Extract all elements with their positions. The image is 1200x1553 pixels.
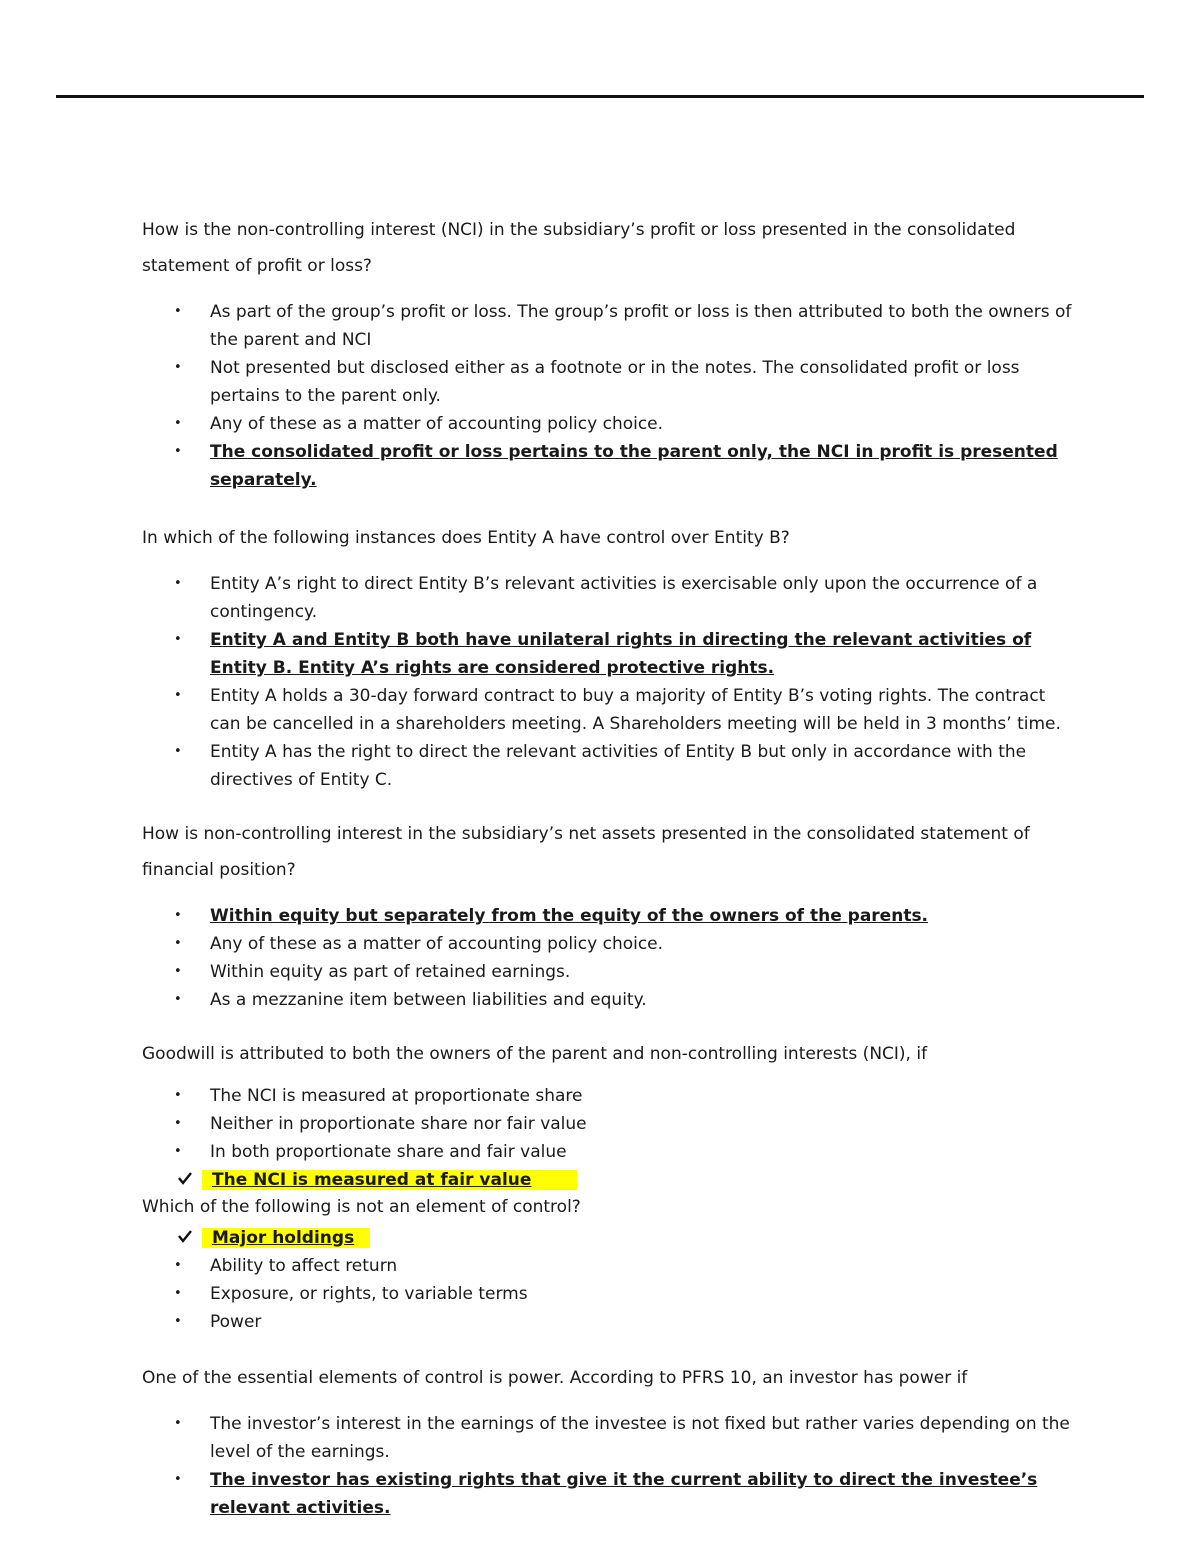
bullet-icon: • bbox=[174, 964, 182, 979]
option-list bbox=[142, 1410, 1072, 1522]
option-item bbox=[142, 738, 1072, 794]
option-text: Within equity as part of retained earnings. bbox=[210, 962, 571, 982]
option-item bbox=[142, 410, 1072, 438]
option-item bbox=[142, 930, 1072, 958]
option-item bbox=[142, 1138, 1072, 1166]
option-item-answer bbox=[142, 1466, 1072, 1522]
option-text: Ability to affect return bbox=[210, 1256, 398, 1276]
bullet-icon: • bbox=[174, 1116, 182, 1131]
option-text-answer: The NCI is measured at fair value bbox=[202, 1170, 577, 1190]
bullet-icon: • bbox=[174, 908, 182, 923]
option-list bbox=[142, 902, 1072, 1014]
option-text: Not presented but disclosed either as a footnote or in the notes. The consolidated profit or loss pertains to the parent only. bbox=[210, 358, 1020, 406]
bullet-icon: • bbox=[174, 304, 182, 319]
bullet-icon: • bbox=[174, 632, 182, 647]
checkmark-icon bbox=[178, 1172, 192, 1185]
header-rule bbox=[56, 95, 1144, 98]
option-item-answer bbox=[142, 626, 1072, 682]
option-item bbox=[142, 1308, 1072, 1336]
option-text: Any of these as a matter of accounting policy choice. bbox=[210, 414, 664, 434]
option-text: Exposure, or rights, to variable terms bbox=[210, 1284, 528, 1304]
option-text: As part of the group’s profit or loss. The group’s profit or loss is then attributed to both the owners of the parent and NCI bbox=[210, 302, 1072, 350]
option-text-answer: The investor has existing rights that give it the current ability to direct the investee’s relevant activities. bbox=[210, 1470, 1038, 1518]
option-text: Entity A holds a 30-day forward contract to buy a majority of Entity B’s voting rights. The contract can be cancelled in a shareholders meeting. A Shareholders meeting will be held in 3 months’ time. bbox=[210, 686, 1061, 734]
option-text-answer: Major holdings bbox=[202, 1228, 370, 1248]
question-prompt: One of the essential elements of control is power. According to PFRS 10, an investor has power if bbox=[142, 1368, 968, 1388]
option-text: The investor’s interest in the earnings of the investee is not fixed but rather varies depending on the level of the earnings. bbox=[210, 1414, 1070, 1462]
option-text: Power bbox=[210, 1312, 262, 1332]
bullet-icon: • bbox=[174, 1258, 182, 1273]
option-item-answer bbox=[142, 1166, 1072, 1194]
question-prompt: How is the non-controlling interest (NCI) in the subsidiary’s profit or loss presented in the consolidated statement of profit or loss? bbox=[142, 220, 1016, 276]
option-text: Entity A has the right to direct the relevant activities of Entity B but only in accordance with the directives of Entity C. bbox=[210, 742, 1027, 790]
option-item bbox=[142, 1280, 1072, 1308]
bullet-icon: • bbox=[174, 360, 182, 375]
option-text-answer: The consolidated profit or loss pertains to the parent only, the NCI in profit is presented separately. bbox=[210, 442, 1058, 490]
option-item-answer bbox=[142, 902, 1072, 930]
bullet-icon: • bbox=[174, 1286, 182, 1301]
option-text: Any of these as a matter of accounting policy choice. bbox=[210, 934, 664, 954]
bullet-icon: • bbox=[174, 688, 182, 703]
question-prompt: Goodwill is attributed to both the owners of the parent and non-controlling interests (NCI), if bbox=[142, 1044, 928, 1064]
option-item bbox=[142, 958, 1072, 986]
option-item bbox=[142, 570, 1072, 626]
option-item bbox=[142, 354, 1072, 410]
option-list bbox=[142, 1082, 1072, 1194]
question-prompt: In which of the following instances does Entity A have control over Entity B? bbox=[142, 528, 790, 548]
bullet-icon: • bbox=[174, 992, 182, 1007]
option-item bbox=[142, 298, 1072, 354]
bullet-icon: • bbox=[174, 444, 182, 459]
document-body bbox=[142, 212, 1072, 1522]
bullet-icon: • bbox=[174, 1314, 182, 1329]
option-item bbox=[142, 682, 1072, 738]
option-text: Entity A’s right to direct Entity B’s relevant activities is exercisable only upon the occurrence of a contingency. bbox=[210, 574, 1038, 622]
option-item bbox=[142, 1410, 1072, 1466]
option-item-answer bbox=[142, 438, 1072, 494]
option-list bbox=[142, 570, 1072, 794]
bullet-icon: • bbox=[174, 1088, 182, 1103]
bullet-icon: • bbox=[174, 1472, 182, 1487]
option-text: In both proportionate share and fair value bbox=[210, 1142, 567, 1162]
option-text-answer: Entity A and Entity B both have unilateral rights in directing the relevant activities of Entity B. Entity A’s rights are considered protective rights. bbox=[210, 630, 1032, 678]
option-text-answer: Within equity but separately from the equity of the owners of the parents. bbox=[210, 906, 929, 926]
option-list bbox=[142, 1224, 1072, 1336]
checkmark-icon bbox=[178, 1230, 192, 1243]
option-item bbox=[142, 1082, 1072, 1110]
bullet-icon: • bbox=[174, 936, 182, 951]
option-item bbox=[142, 1252, 1072, 1280]
option-text: The NCI is measured at proportionate share bbox=[210, 1086, 583, 1106]
question-prompt: Which of the following is not an element of control? bbox=[142, 1197, 581, 1217]
bullet-icon: • bbox=[174, 1416, 182, 1431]
option-item bbox=[142, 1110, 1072, 1138]
option-text: Neither in proportionate share nor fair value bbox=[210, 1114, 587, 1134]
option-item bbox=[142, 986, 1072, 1014]
bullet-icon: • bbox=[174, 576, 182, 591]
option-text: As a mezzanine item between liabilities and equity. bbox=[210, 990, 647, 1010]
bullet-icon: • bbox=[174, 1144, 182, 1159]
question-prompt: How is non-controlling interest in the subsidiary’s net assets presented in the consolidated statement of financial position? bbox=[142, 824, 1030, 880]
option-item-answer bbox=[142, 1224, 1072, 1252]
bullet-icon: • bbox=[174, 744, 182, 759]
option-list bbox=[142, 298, 1072, 494]
bullet-icon: • bbox=[174, 416, 182, 431]
